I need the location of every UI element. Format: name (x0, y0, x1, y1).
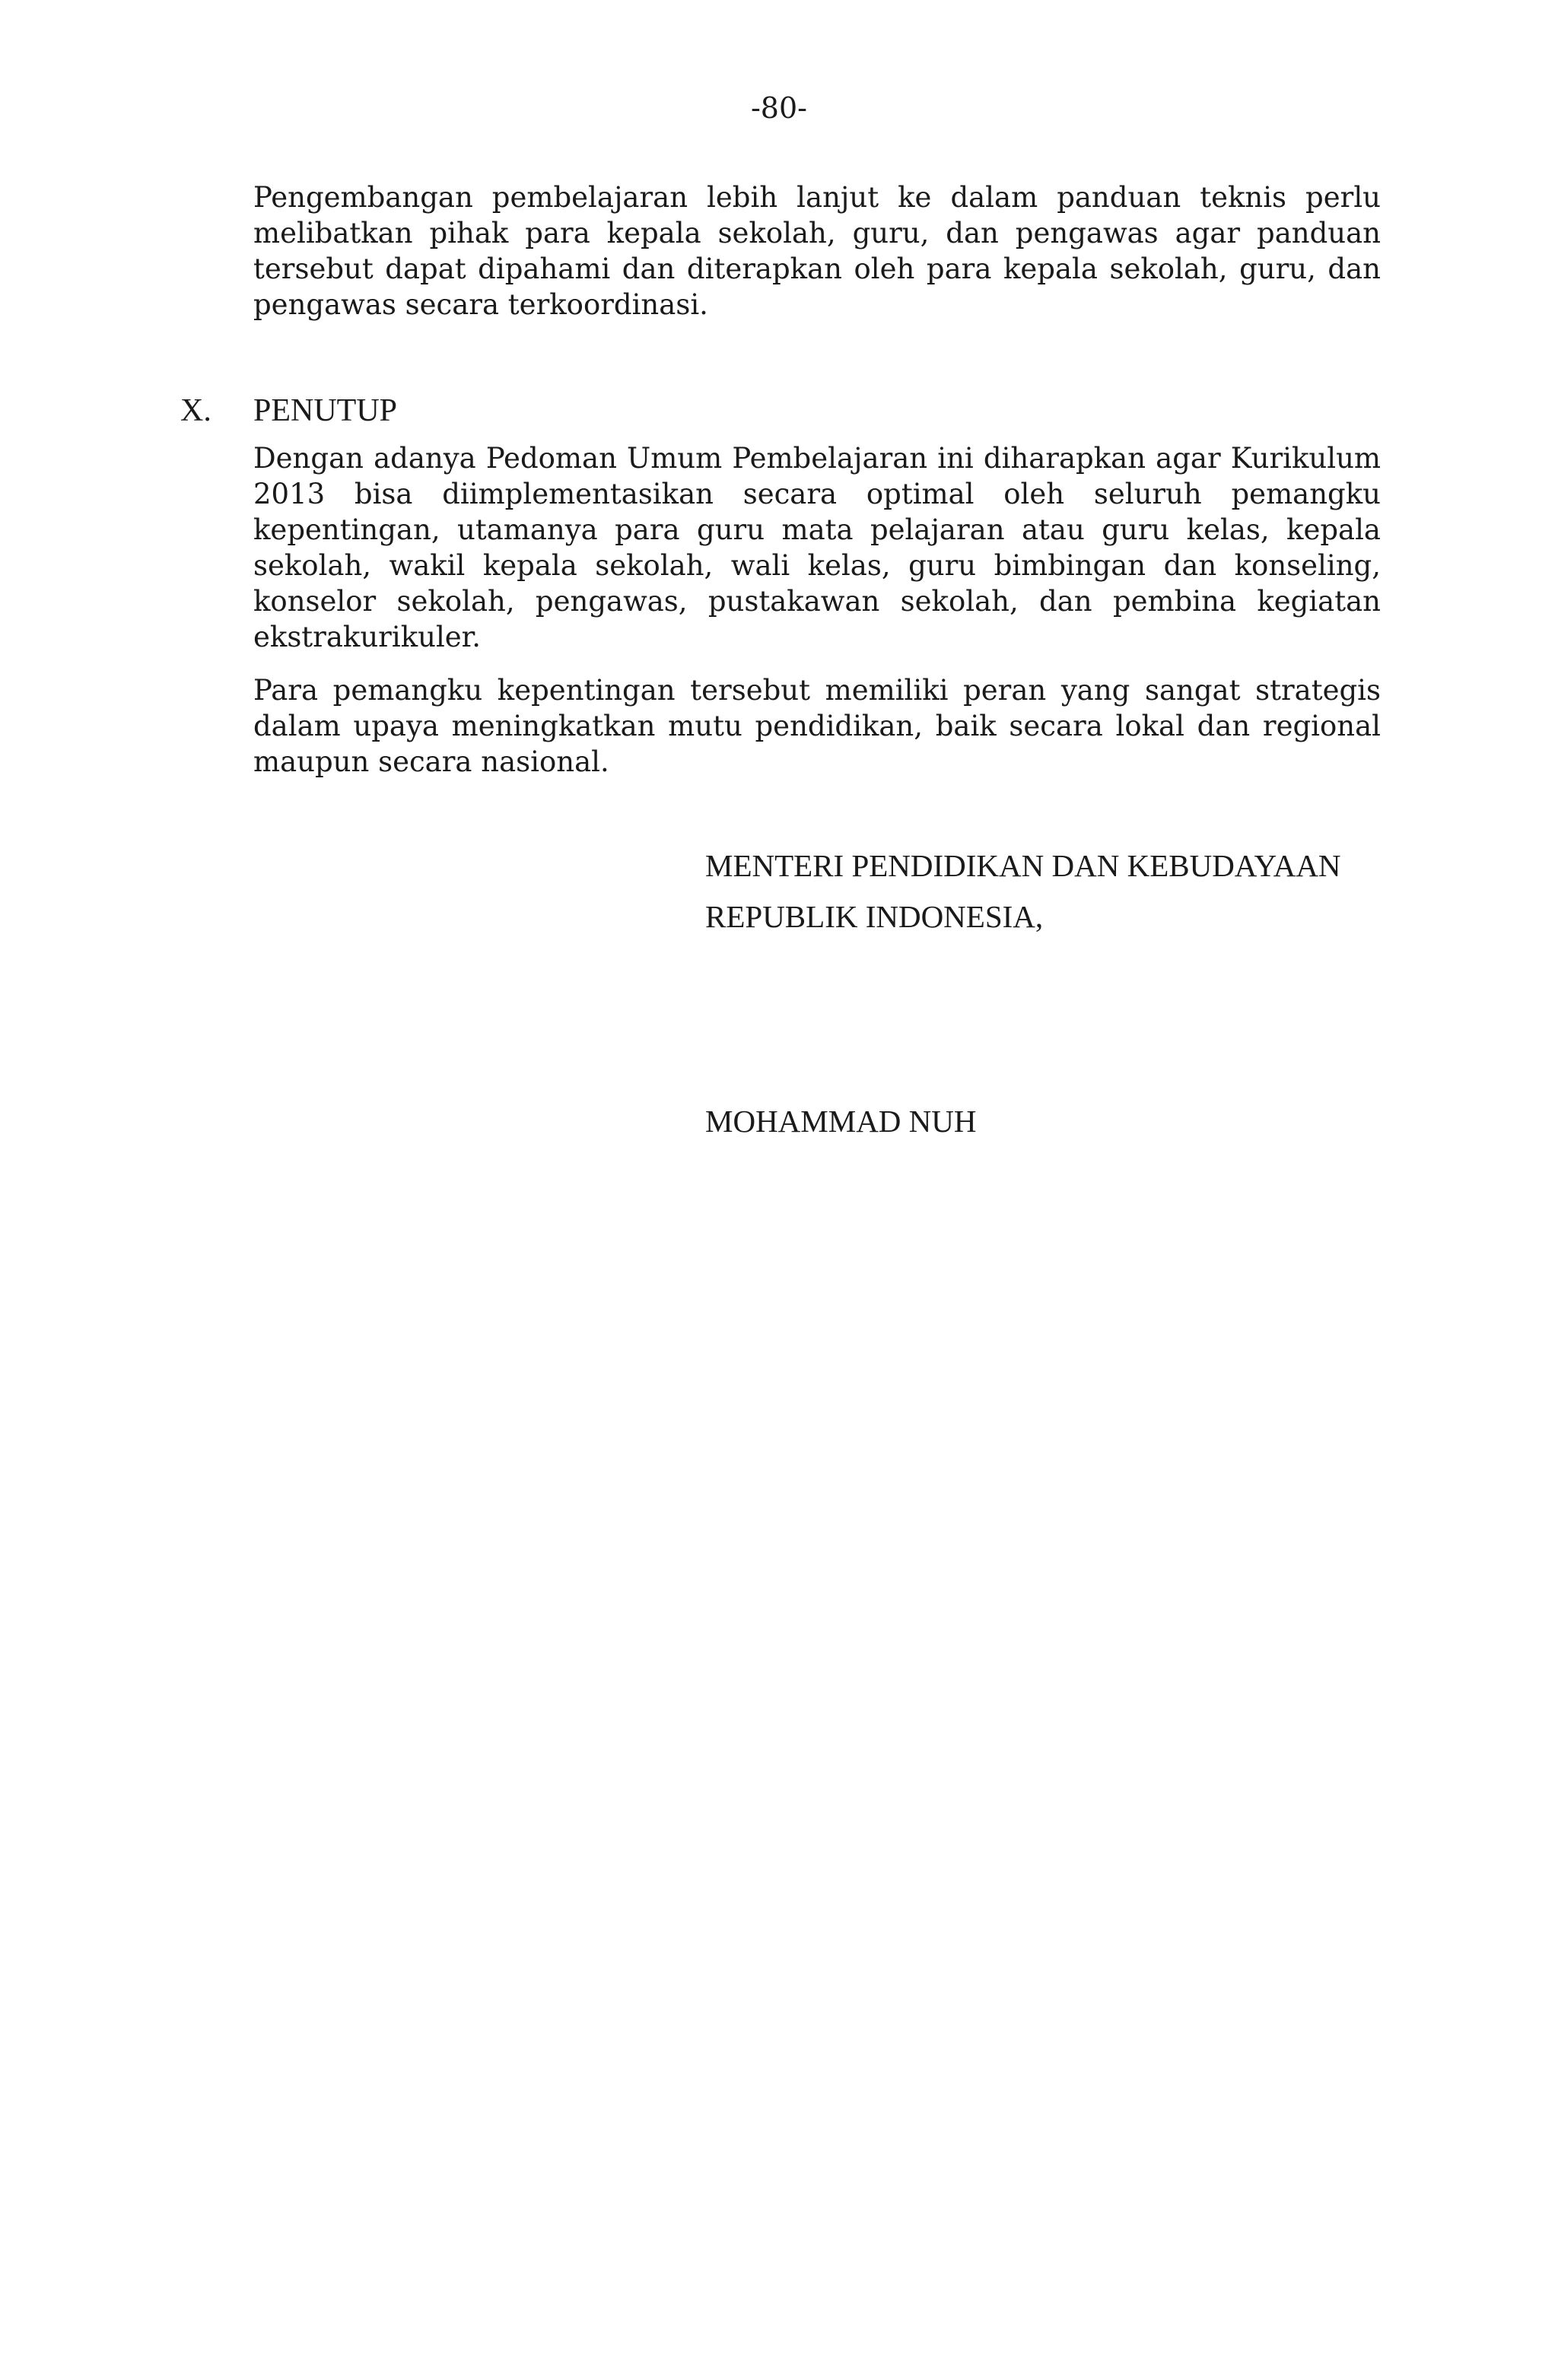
signature-office-line-1: MENTERI PENDIDIKAN DAN KEBUDAYAAN (705, 848, 1341, 883)
section-number: X. (180, 393, 211, 428)
closing-paragraph-2: Para pemangku kepentingan tersebut memiliki peran yang sangat strategis dalam upaya meningkatkan mutu pendidikan, baik secara lokal dan regional maupun secara nasional. (253, 674, 1381, 778)
signature-name: MOHAMMAD NUH (705, 1104, 977, 1139)
intro-paragraph: Pengembangan pembelajaran lebih lanjut ke dalam panduan teknis perlu melibatkan pihak para kepala sekolah, guru, dan pengawas agar panduan tersebut dapat dipahami dan diterapkan oleh para kepala sekolah, guru, dan pengawas secara terkoordinasi. (253, 181, 1381, 321)
closing-paragraph-1: Dengan adanya Pedoman Umum Pembelajaran ini diharapkan agar Kurikulum 2013 bisa diimplementasikan secara optimal oleh seluruh pemangku kepentingan, utamanya para guru mata pelajaran atau guru kelas, kepala sekolah, wakil kepala sekolah, wali kelas, guru bimbingan dan konseling, konselor sekolah, pengawas, pustakawan sekolah, dan pembina kegiatan ekstrakurikuler. (253, 442, 1381, 653)
signature-office-line-2: REPUBLIK INDONESIA, (705, 899, 1044, 934)
section-title: PENUTUP (253, 393, 398, 428)
page-number: -80- (750, 91, 808, 125)
